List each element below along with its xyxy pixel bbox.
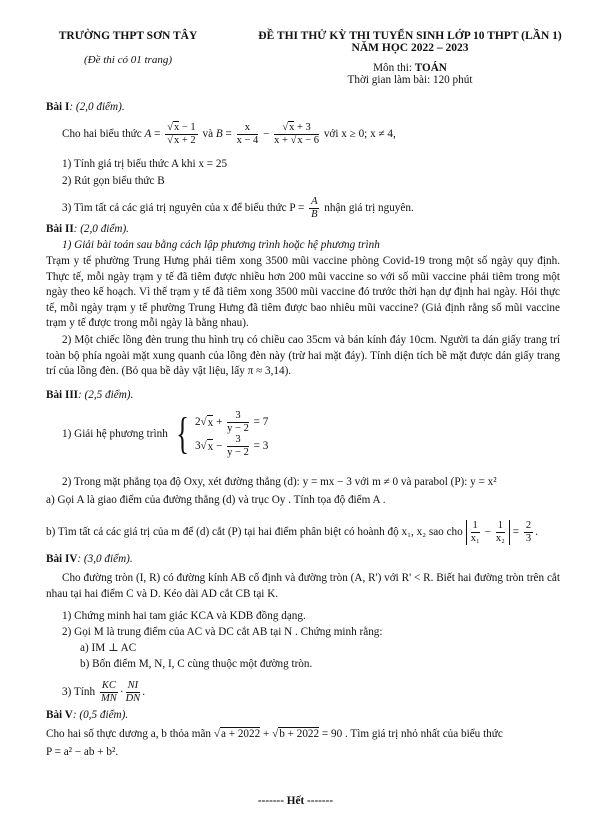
- bai1-expression: Cho hai biểu thức A = $\frac{√x - 1}{√x + 2}$ và B = $\frac{x}{x - 4}$ − $\frac{√x + 3}{x + √x - 6}$ với x ≥ 0; x ≠ 4,: [62, 122, 396, 146]
- bai2-p2-text: 2) Một chiếc lồng đèn trung thu hình trụ có chiều cao 35cm và bán kính đáy 10cm. Người ta dán giấy trang trí toàn bộ phía ngoài mặt xung quanh của lồng đèn này (trừ hai mặt đáy). Tính diện tích bề mặt được dán giấy trang trí của lồng đèn. (Bỏ qua bề dày vật liệu, lấy π ≈ 3,14).: [46, 334, 560, 378]
- end-marker: ------- Hết -------: [257, 795, 334, 807]
- bai5-expression: P = a² − ab + b².: [46, 746, 119, 758]
- exam-year: NĂM HỌC 2022 – 2023: [351, 42, 469, 54]
- bai4-q2a: a) IM ⊥ AC: [80, 642, 137, 654]
- exam-time: Thời gian làm bài: 120 phút: [347, 74, 473, 86]
- abs-expression: $\frac{1}{\text{x₁}}$ − $\frac{1}{\text{x₂}}$: [466, 520, 510, 545]
- bai5-heading: Bài V: (0,5 điểm).: [46, 709, 129, 721]
- bai3-q1: 1) Giải hệ phương trình { 2√ x + $\frac{3}{y - 2}$ = 7 3√ x − $\frac{3}{y - 2}$ = 3: [62, 409, 269, 458]
- bai1-q2: 2) Rút gọn biểu thức B: [62, 175, 165, 187]
- bai4-q2: 2) Gọi M là trung điểm của AC và DC cắt AB tại N . Chứng minh rằng:: [62, 626, 383, 638]
- fraction-b1: $\frac{x}{x - 4}$: [236, 122, 259, 146]
- bai3-q2b: b) Tìm tất cả các giá trị của m để (d) cắt (P) tại hai điểm phân biệt có hoành độ x₁, x₂ sao cho $\frac{1}{\text{x₁}}$ − $\frac{1}{\text{x₂}}$ = $\frac{2}{3}$ .: [46, 520, 538, 544]
- bai4-q2b: b) Bốn điểm M, N, I, C cùng thuộc một đường tròn.: [80, 658, 313, 670]
- header-left: [48, 30, 208, 66]
- bai2-p1-title: 1) Giải bài toán sau bằng cách lập phương trình hoặc hệ phương trình: [62, 239, 380, 251]
- bai1-q1: 1) Tính giá trị biểu thức A khi x = 25: [62, 158, 228, 170]
- pages-note: (Đề thi có 01 trang): [84, 54, 172, 66]
- bai4-q1: 1) Chứng minh hai tam giác KCA và KDB đồng dạng.: [62, 610, 306, 622]
- equation-system: 2√ x + $\frac{3}{y - 2}$ = 7 3√ x − $\frac{3}{y - 2}$ = 3: [194, 409, 269, 458]
- fraction-b2: $\frac{√x + 3}{x + √x - 6}$: [274, 122, 320, 146]
- bai3-heading: Bài III: (2,5 điểm).: [46, 389, 134, 401]
- bai3-q2a: a) Gọi A là giao điểm của đường thẳng (d) và trục Oy . Tính tọa độ điểm A .: [46, 494, 386, 506]
- bai2-heading: Bài II: (2,0 điểm).: [46, 223, 129, 235]
- bai4-q3: 3) Tính $\frac{KC}{MN}$ · $\frac{NI}{DN}$ .: [62, 680, 145, 704]
- bai3-q2: 2) Trong mặt phẳng tọa độ Oxy, xét đường thẳng (d): y = mx − 3 với m ≠ 0 và parabol (P): y = x²: [62, 476, 497, 488]
- bai1-heading: Bài I: (2,0 điểm).: [46, 101, 125, 113]
- fraction-a: $\frac{√x - 1}{√x + 2}$: [167, 122, 196, 146]
- bai1-q3: 3) Tìm tất cả các giá trị nguyên của x để biểu thức P = $\frac{A}{B}$ nhận giá trị nguyên.: [62, 196, 414, 220]
- exam-title: ĐỀ THI THỬ KỲ THI TUYỂN SINH LỚP 10 THPT (LẦN 1): [258, 30, 562, 42]
- bai2-p1-text: Trạm y tế phường Trung Hưng phải tiêm xong 3500 mũi vaccine phòng Covid-19 trong một số ngày quy định. Thực tế, mỗi ngày trạm y tế đã tiêm được nhiều hơn 200 mũi vaccine so với số mũi vaccine phải tiêm trong một ngày theo kế hoạch. Vì thế trạm y tế đã tiêm xong 3500 mũi vaccine đó trước thời hạn dự định hai ngày. Hỏi thực tế, mỗi ngày trạm y tế phường Trung Hưng đã tiêm được bao nhiêu mũi vaccine? (Giả định rằng số mũi vaccine trạm y tế được trong mỗi ngày là bằng nhau).: [46, 255, 560, 330]
- header-right: [250, 30, 570, 86]
- bai5-text: Cho hai số thực dương a, b thỏa mãn √a + 2022 + √b + 2022 = 90 . Tìm giá trị nhỏ nhất của biểu thức: [46, 728, 503, 740]
- exam-subject: Môn thi: TOÁN: [373, 62, 447, 74]
- school-name: TRƯỜNG THPT SƠN TÂY: [58, 30, 198, 42]
- bai4-intro: Cho đường tròn (I, R) có đường kính AB cố định và đường tròn (A, R') với R' < R. Biết hai đường tròn trên cắt nhau tại hai điểm C và D. Kéo dài AD cắt CB tại K.: [46, 572, 560, 600]
- bai4-heading: Bài IV: (3,0 điểm).: [46, 553, 133, 565]
- fraction-p: $\frac{A}{B}$: [311, 196, 318, 220]
